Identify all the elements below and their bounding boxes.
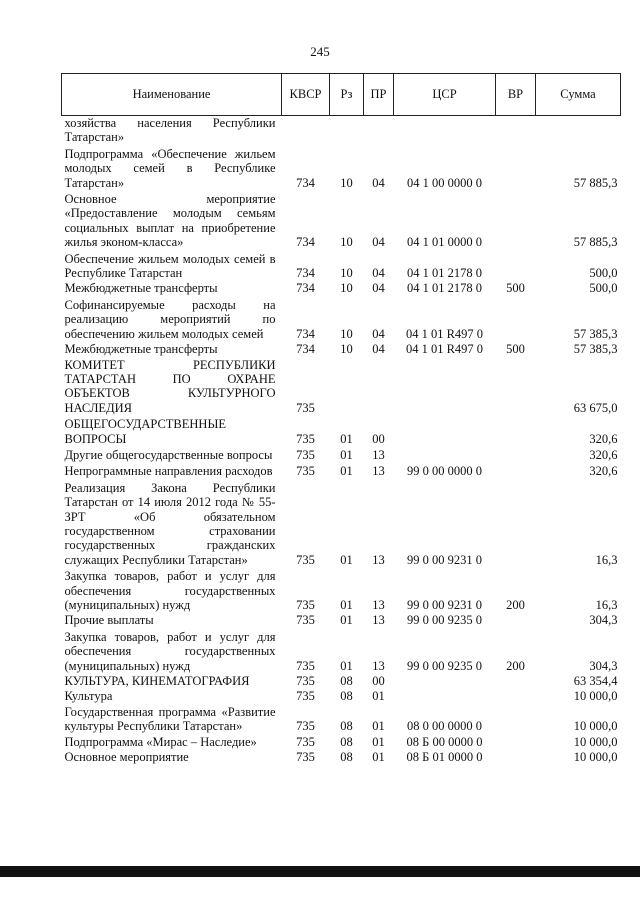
row-kvsr: 735	[296, 658, 315, 673]
table-row	[62, 358, 621, 417]
row-csr: 99 0 00 9235 0	[407, 613, 482, 628]
row-name: Другие общегосударственные вопросы	[64, 447, 273, 462]
row-name: Софинансируемые расходы на реализацию мероприятий по обеспечению жильем молодых семей	[64, 297, 276, 341]
table-row	[62, 297, 621, 342]
row-kvsr: 734	[296, 266, 315, 281]
row-sum: 57 385,3	[573, 326, 618, 341]
row-pr: 04	[372, 266, 385, 281]
table-row	[62, 750, 621, 765]
table-row	[62, 281, 621, 296]
row-vr	[496, 191, 536, 251]
row-sum: 16,3	[595, 552, 618, 567]
row-csr: 04 1 01 2178 0	[407, 281, 482, 296]
row-csr	[394, 674, 496, 689]
row-csr: 99 0 00 9235 0	[407, 658, 482, 673]
row-rz: 01	[340, 552, 353, 567]
row-csr: 04 1 01 R497 0	[405, 342, 484, 357]
row-pr	[364, 358, 394, 417]
row-vr: 200	[506, 658, 525, 673]
row-csr: 08 Б 00 0000 0	[406, 734, 483, 749]
row-kvsr: 735	[296, 734, 315, 749]
row-kvsr: 734	[296, 342, 315, 357]
header-pr: ПР	[364, 74, 394, 116]
row-name: КОМИТЕТ РЕСПУБЛИКИ ТАТАРСТАН ПО ОХРАНЕ ОБЪЕКТОВ КУЛЬТУРНОГО НАСЛЕДИЯ	[64, 357, 276, 415]
row-vr	[496, 735, 536, 750]
row-name: Подпрограмма «Обеспечение жильем молодых семей в Республике Татарстан»	[64, 146, 276, 190]
row-sum: 320,6	[589, 447, 618, 462]
row-pr: 13	[372, 658, 385, 673]
row-vr	[496, 480, 536, 568]
row-vr	[496, 463, 536, 479]
row-vr	[496, 297, 536, 342]
table-body	[62, 116, 621, 766]
row-pr: 01	[372, 689, 385, 704]
page-number: 245	[310, 44, 330, 59]
row-sum: 57 885,3	[573, 175, 618, 190]
row-rz: 08	[340, 689, 353, 704]
row-sum: 304,3	[589, 613, 618, 628]
row-kvsr: 735	[296, 613, 315, 628]
table-row	[62, 613, 621, 628]
row-kvsr: 735	[296, 552, 315, 567]
row-rz: 10	[340, 326, 353, 341]
row-name: Закупка товаров, работ и услуг для обеспечения государственных (муниципальных) нужд	[64, 629, 276, 673]
table-row	[62, 705, 621, 735]
row-name: Обеспечение жильем молодых семей в Республике Татарстан	[64, 251, 276, 281]
row-rz: 10	[340, 281, 353, 296]
row-name: Основное мероприятие «Предоставление молодым семьям социальных выплат на приобретение жилья эконом-класса»	[64, 192, 276, 250]
row-pr: 13	[372, 447, 385, 462]
row-name: Непрограммные направления расходов	[64, 464, 273, 479]
row-name: Межбюджетные трансферты	[64, 342, 218, 357]
row-csr: 99 0 00 0000 0	[407, 464, 482, 479]
row-pr: 13	[372, 613, 385, 628]
row-sum: 63 354,4	[573, 674, 618, 689]
row-rz: 01	[340, 658, 353, 673]
row-sum: 10 000,0	[573, 719, 618, 734]
row-sum: 500,0	[589, 266, 618, 281]
row-csr: 99 0 00 9231 0	[407, 552, 482, 567]
header-kvsr: КВСР	[282, 74, 330, 116]
row-rz: 01	[340, 598, 353, 612]
table-row	[62, 568, 621, 613]
header-rz: Рз	[330, 74, 364, 116]
row-rz: 01	[340, 464, 353, 479]
row-kvsr: 735	[296, 431, 315, 446]
row-kvsr: 734	[296, 235, 315, 250]
row-kvsr: 735	[296, 400, 315, 415]
row-name: Основное мероприятие	[64, 750, 189, 765]
table-row	[62, 416, 621, 447]
row-sum: 57 385,3	[573, 342, 618, 357]
row-vr	[496, 447, 536, 463]
row-csr: 04 1 01 R497 0	[405, 326, 484, 341]
row-rz: 01	[340, 447, 353, 462]
row-sum	[536, 116, 621, 146]
row-csr	[394, 116, 496, 146]
row-pr: 13	[372, 464, 385, 479]
row-kvsr: 735	[296, 750, 315, 765]
row-name: Закупка товаров, работ и услуг для обеспечения государственных (муниципальных) нужд	[64, 569, 276, 612]
row-rz: 01	[340, 613, 353, 628]
row-pr: 00	[372, 674, 385, 689]
row-kvsr: 734	[296, 281, 315, 296]
row-sum: 320,6	[589, 431, 618, 446]
row-rz: 10	[340, 266, 353, 281]
row-sum: 320,6	[589, 464, 618, 479]
row-kvsr: 735	[296, 674, 315, 689]
table-row	[62, 735, 621, 750]
row-rz: 08	[340, 674, 353, 689]
row-pr: 00	[372, 431, 385, 446]
row-sum: 10 000,0	[573, 689, 618, 704]
row-rz: 10	[340, 342, 353, 357]
row-pr: 04	[372, 281, 385, 296]
row-sum: 57 885,3	[573, 235, 618, 250]
row-pr: 04	[372, 326, 385, 341]
row-csr	[394, 447, 496, 463]
table-header-row	[62, 74, 621, 116]
row-name: Государственная программа «Развитие культуры Республики Татарстан»	[64, 704, 276, 734]
row-vr	[496, 613, 536, 628]
header-csr: ЦСР	[394, 74, 496, 116]
row-name: КУЛЬТУРА, КИНЕМАТОГРАФИЯ	[64, 674, 250, 689]
row-pr: 01	[372, 719, 385, 734]
row-name: ОБЩЕГОСУДАРСТВЕННЫЕ ВОПРОСЫ	[64, 417, 226, 446]
row-vr	[496, 416, 536, 447]
table-row	[62, 689, 621, 704]
row-csr: 08 Б 01 0000 0	[406, 750, 483, 765]
row-kvsr: 735	[296, 598, 315, 612]
row-pr: 04	[372, 175, 385, 190]
row-kvsr: 734	[296, 175, 315, 190]
header-sum: Сумма	[536, 74, 621, 116]
row-pr: 04	[372, 342, 385, 357]
row-vr	[496, 674, 536, 689]
table-row	[62, 116, 621, 146]
row-sum: 16,3	[595, 598, 618, 612]
row-vr	[496, 705, 536, 735]
row-rz: 01	[340, 431, 353, 446]
row-kvsr: 735	[296, 447, 315, 462]
row-vr	[496, 116, 536, 146]
row-sum: 304,3	[589, 658, 618, 673]
table-row	[62, 480, 621, 568]
row-csr: 04 1 00 0000 0	[407, 175, 482, 190]
row-kvsr: 735	[296, 689, 315, 704]
row-kvsr: 735	[296, 464, 315, 479]
row-name: Межбюджетные трансферты	[64, 281, 218, 296]
row-pr: 13	[372, 552, 385, 567]
header-vr: ВР	[496, 74, 536, 116]
row-name: Прочие выплаты	[64, 613, 154, 628]
table-row	[62, 447, 621, 463]
row-vr	[496, 251, 536, 282]
row-csr: 04 1 01 0000 0	[407, 235, 482, 250]
row-sum: 10 000,0	[573, 734, 618, 749]
table-row	[62, 191, 621, 251]
row-rz: 08	[340, 750, 353, 765]
row-vr	[496, 146, 536, 191]
row-name: Культура	[64, 689, 113, 704]
row-rz: 10	[340, 175, 353, 190]
row-pr: 04	[372, 235, 385, 250]
budget-table	[61, 73, 621, 765]
row-sum: 10 000,0	[573, 750, 618, 765]
row-rz	[330, 116, 364, 146]
row-rz	[330, 358, 364, 417]
table-row	[62, 146, 621, 191]
row-pr: 01	[372, 750, 385, 765]
row-csr: 99 0 00 9231 0	[407, 598, 482, 612]
row-name: хозяйства населения Республики Татарстан»	[64, 116, 276, 145]
table-row	[62, 629, 621, 674]
row-pr	[364, 116, 394, 146]
scan-bottom-border	[0, 866, 640, 877]
row-csr: 08 0 00 0000 0	[407, 719, 482, 734]
row-csr	[394, 416, 496, 447]
row-vr: 200	[506, 598, 525, 612]
row-vr	[496, 750, 536, 765]
header-name: Наименование	[62, 74, 282, 116]
row-rz: 08	[340, 719, 353, 734]
row-vr: 500	[506, 342, 525, 357]
row-rz: 08	[340, 734, 353, 749]
row-pr: 13	[372, 598, 385, 612]
table-row	[62, 674, 621, 689]
row-kvsr	[282, 116, 330, 146]
row-name: Реализация Закона Республики Татарстан от 14 июля 2012 года № 55-ЗРТ «Об обязательном государственном страховании государственных гражданских служащих Республики Татарстан»	[64, 480, 276, 567]
table-row	[62, 463, 621, 479]
row-sum: 63 675,0	[573, 400, 618, 415]
row-vr: 500	[506, 281, 525, 296]
table-row	[62, 342, 621, 357]
row-csr: 04 1 01 2178 0	[407, 266, 482, 281]
row-name: Подпрограмма «Мирас – Наследие»	[64, 734, 257, 749]
row-kvsr: 735	[296, 719, 315, 734]
row-kvsr: 734	[296, 326, 315, 341]
row-pr: 01	[372, 734, 385, 749]
row-sum: 500,0	[589, 281, 618, 296]
row-vr	[496, 689, 536, 704]
table-row	[62, 251, 621, 282]
row-csr	[394, 689, 496, 704]
row-vr	[496, 358, 536, 417]
row-rz: 10	[340, 235, 353, 250]
row-csr	[394, 358, 496, 417]
